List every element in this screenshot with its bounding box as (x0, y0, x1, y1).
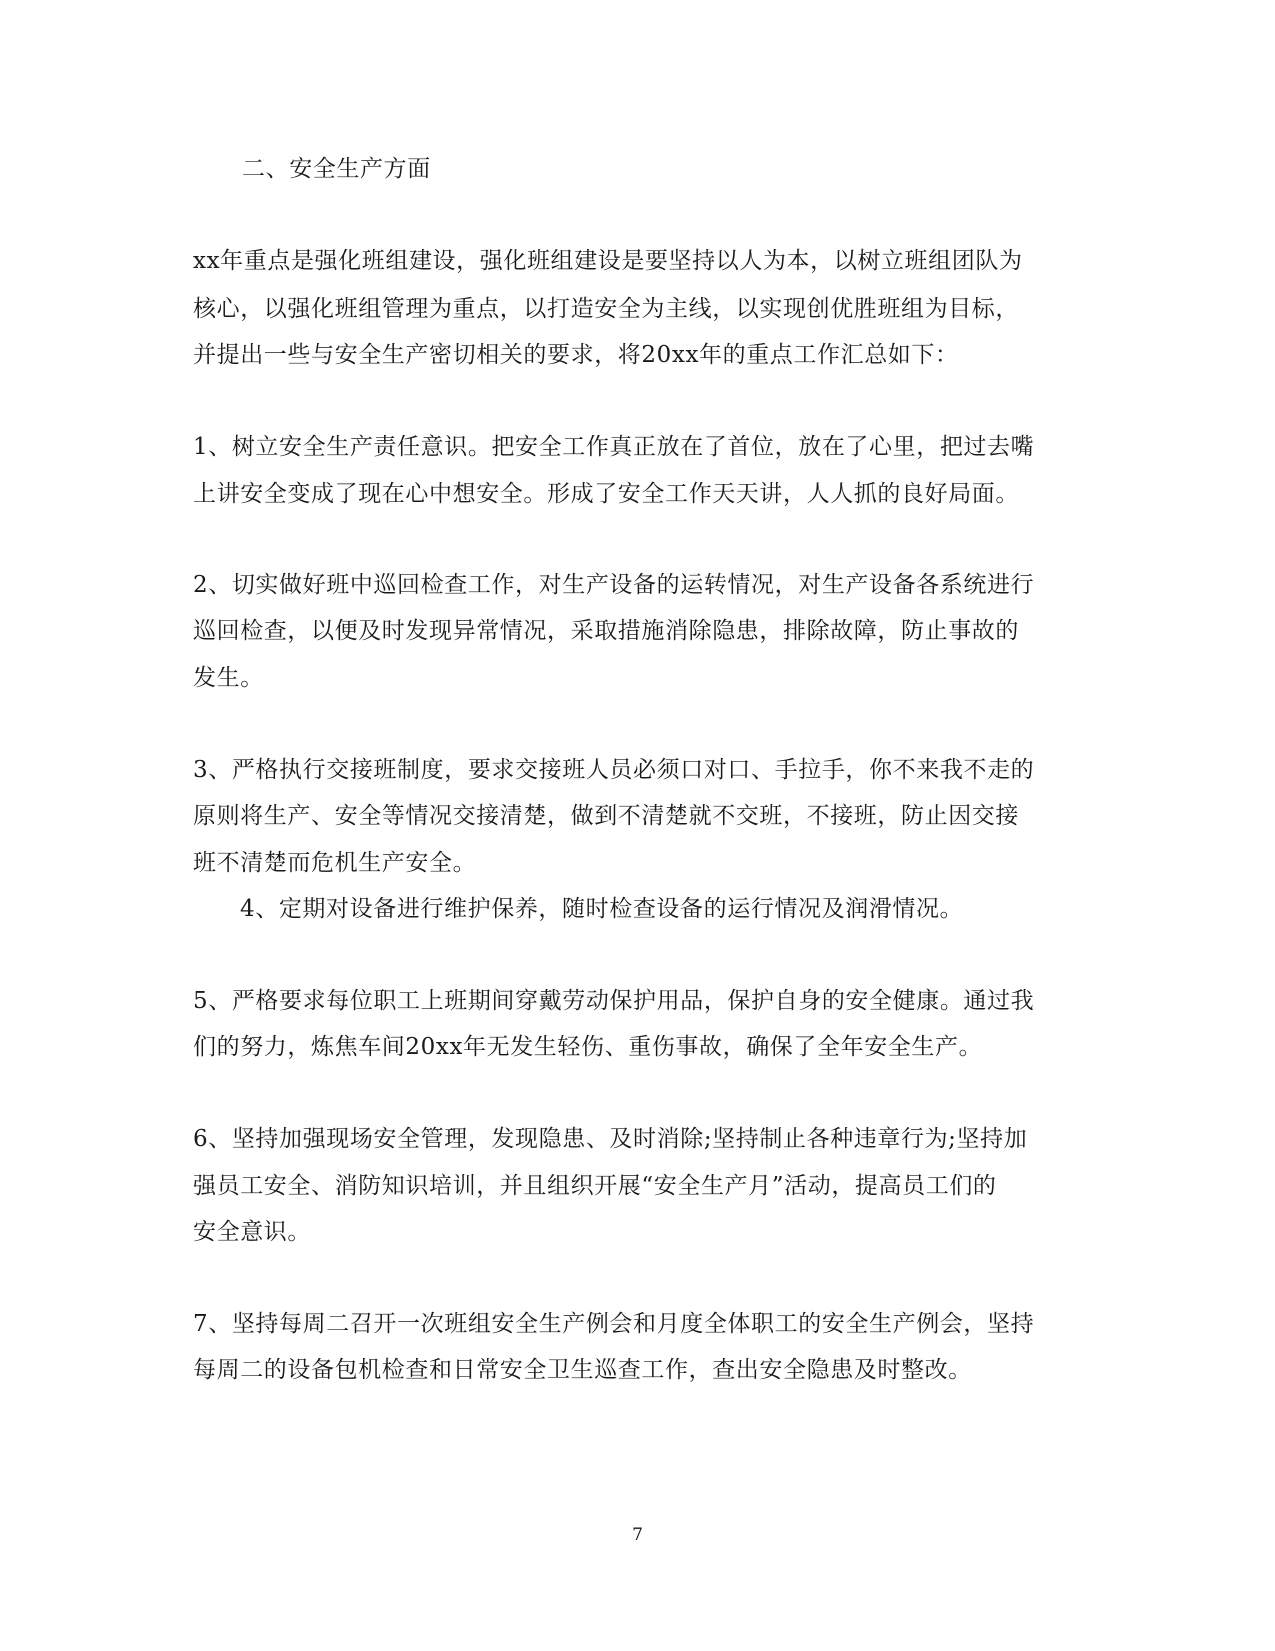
item-3-line: 班不清楚而危机生产安全。 (193, 850, 477, 876)
section-heading: 二、安全生产方面 (242, 156, 431, 182)
item-4-line: 4、定期对设备进行维护保养，随时检查设备的运行情况及润滑情况。 (240, 896, 964, 922)
item-3-line: 3、严格执行交接班制度，要求交接班人员必须口对口、手拉手，你不来我不走的 (193, 757, 1035, 783)
item-7-line: 7、坚持每周二召开一次班组安全生产例会和月度全体职工的安全生产例会，坚持 (193, 1311, 1035, 1337)
item-3-line: 原则将生产、安全等情况交接清楚，做到不清楚就不交班，不接班，防止因交接 (193, 803, 1019, 829)
item-1-line: 上讲安全变成了现在心中想安全。形成了安全工作天天讲，人人抓的良好局面。 (193, 481, 1019, 507)
intro-line: 核心，以强化班组管理为重点，以打造安全为主线，以实现创优胜班组为目标， (193, 296, 1019, 322)
intro-line: xx年重点是强化班组建设，强化班组建设是要坚持以人为本，以树立班组团队为 (193, 248, 1023, 274)
item-2-line: 巡回检查，以便及时发现异常情况，采取措施消除隐患，排除故障，防止事故的 (193, 618, 1019, 644)
item-7-line: 每周二的设备包机检查和日常安全卫生巡查工作，查出安全隐患及时整改。 (193, 1357, 972, 1383)
item-6-line: 安全意识。 (193, 1219, 311, 1245)
item-2-line: 发生。 (193, 665, 264, 691)
item-6-line: 6、坚持加强现场安全管理，发现隐患、及时消除;坚持制止各种违章行为;坚持加 (193, 1126, 1028, 1152)
page-number: 7 (632, 1525, 643, 1545)
item-6-line: 强员工安全、消防知识培训，并且组织开展“安全生产月”活动，提高员工们的 (193, 1173, 997, 1199)
item-5-line: 5、严格要求每位职工上班期间穿戴劳动保护用品，保护自身的安全健康。通过我 (193, 988, 1035, 1014)
intro-line: 并提出一些与安全生产密切相关的要求，将20xx年的重点工作汇总如下： (193, 342, 959, 368)
item-1-line: 1、树立安全生产责任意识。把安全工作真正放在了首位，放在了心里，把过去嘴 (193, 434, 1035, 460)
item-5-line: 们的努力，炼焦车间20xx年无发生轻伤、重伤事故，确保了全年安全生产。 (193, 1034, 983, 1060)
item-2-line: 2、切实做好班中巡回检查工作，对生产设备的运转情况，对生产设备各系统进行 (193, 572, 1035, 598)
